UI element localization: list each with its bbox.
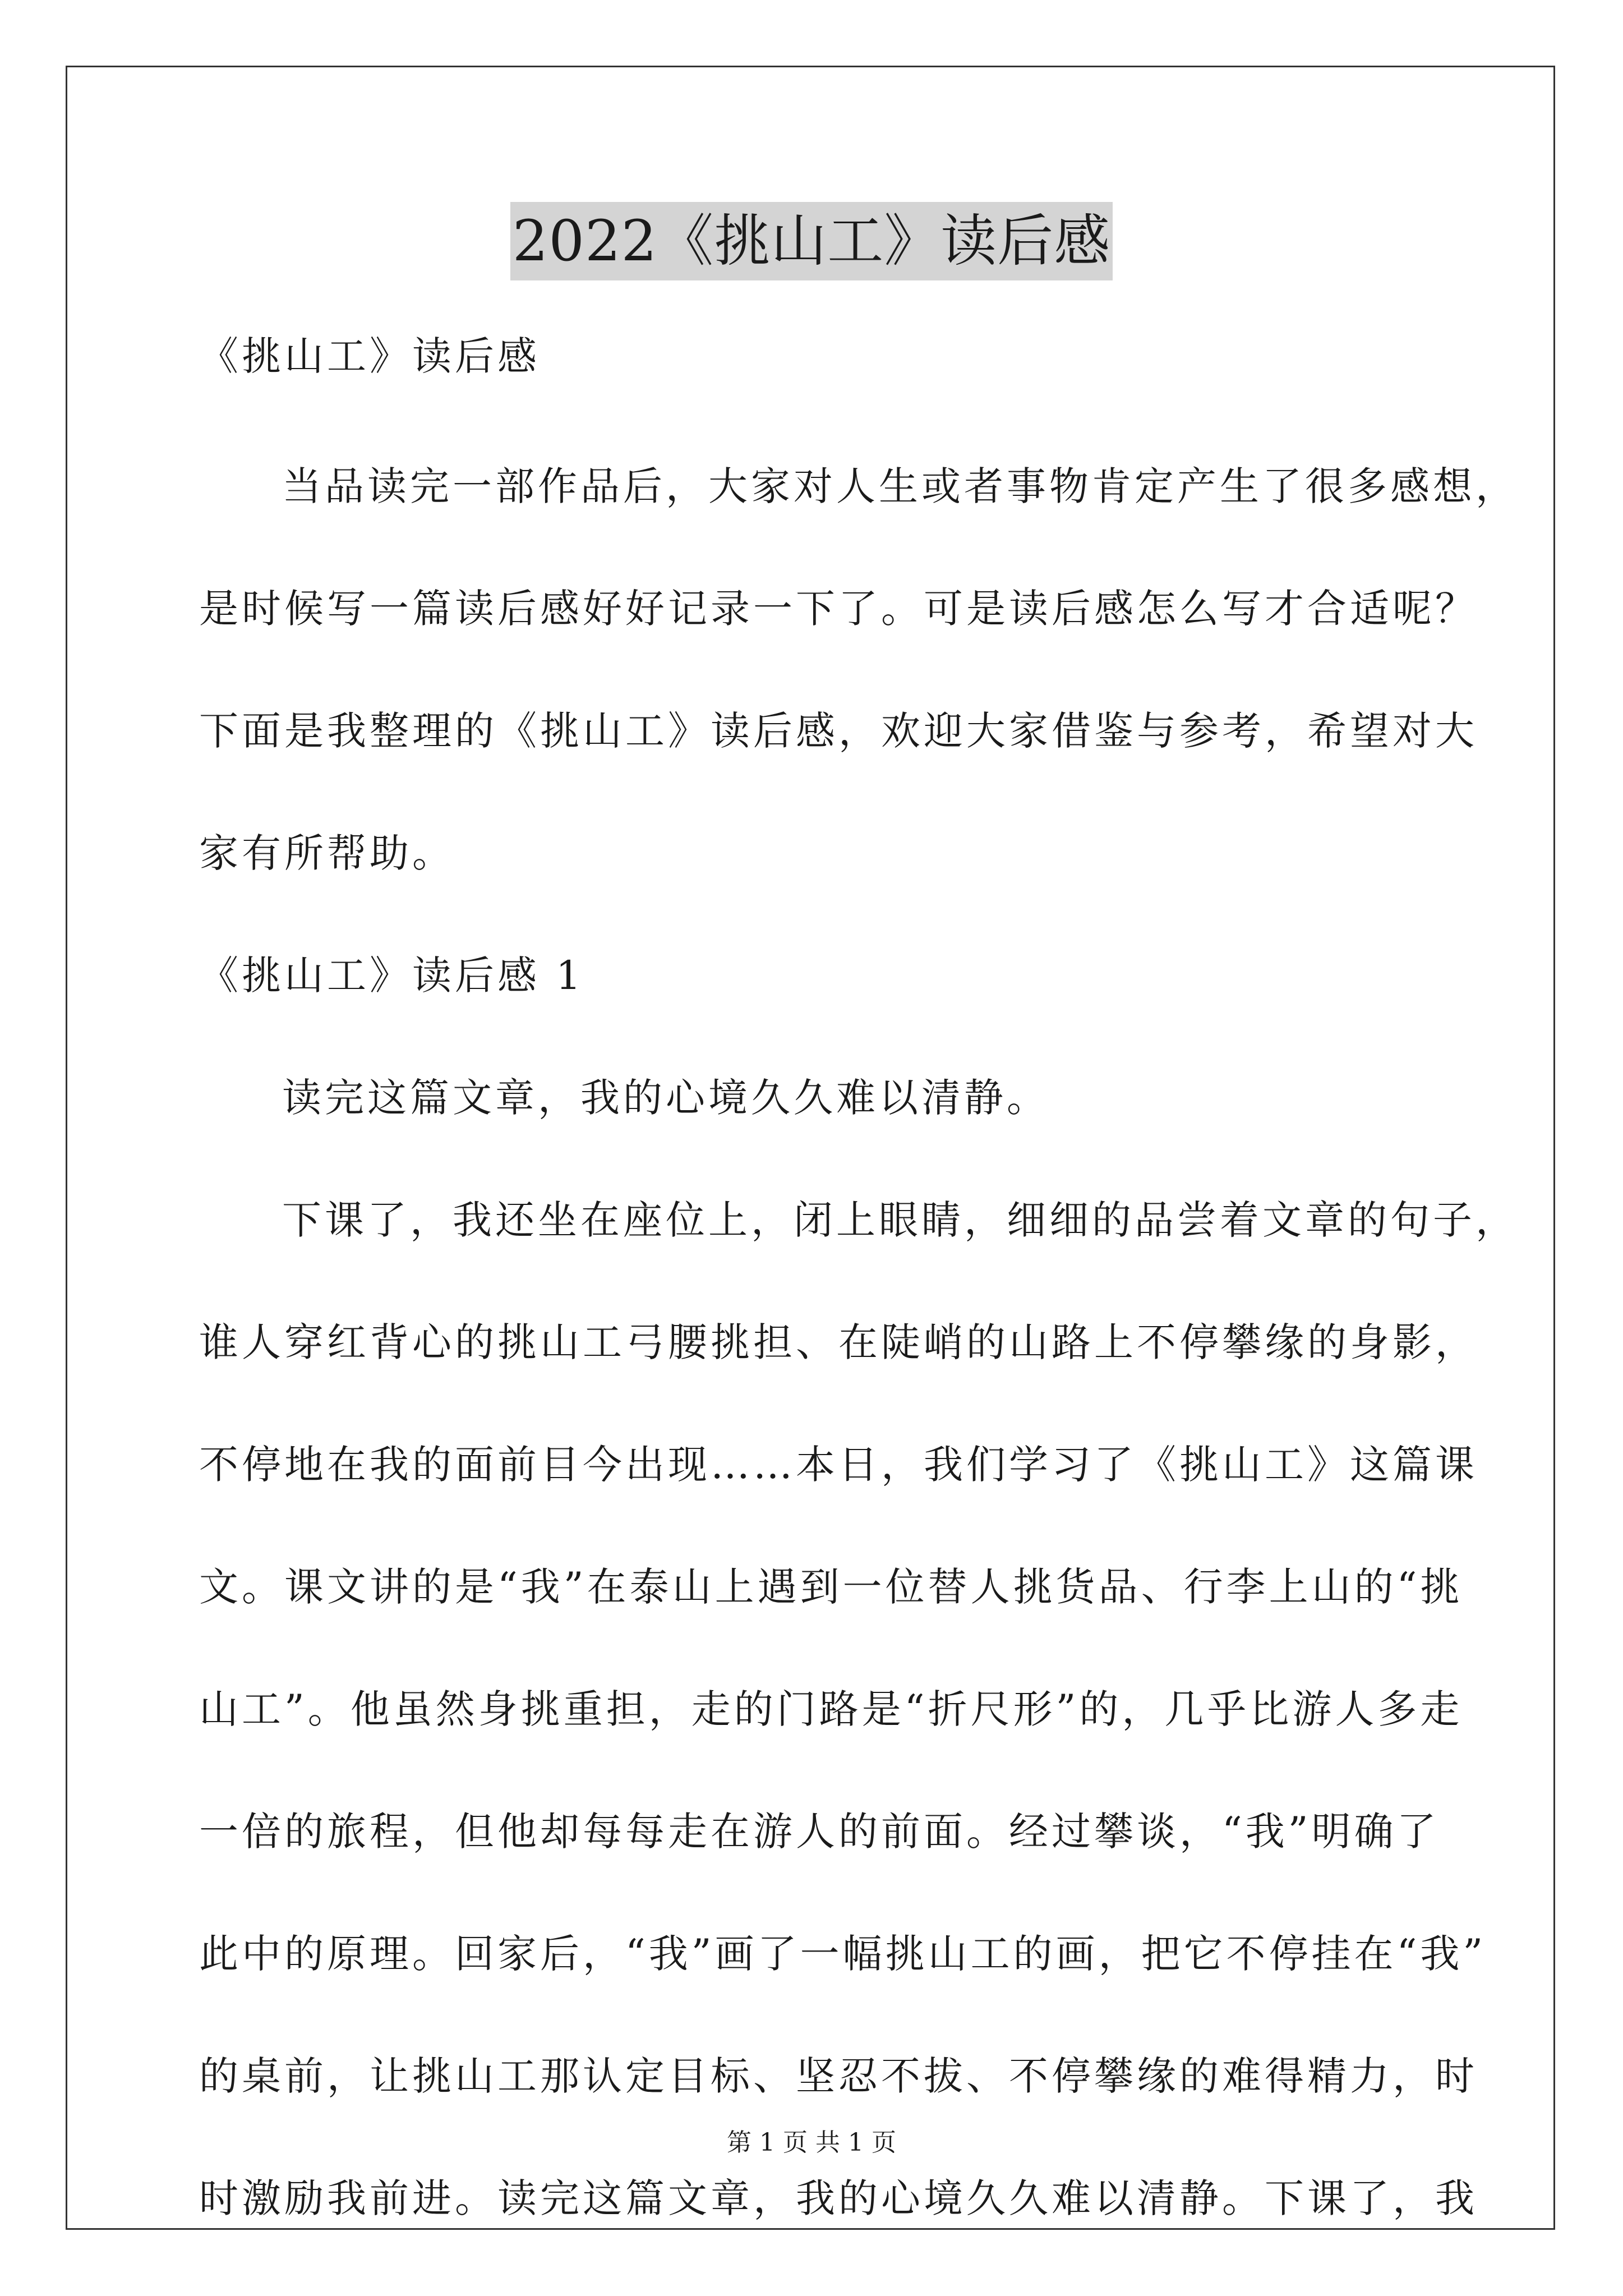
paragraph-line: 谁人穿红背心的挑山工弓腰挑担、在陡峭的山路上不停攀缘的身影，	[199, 1319, 1478, 1365]
paragraph-line: 此中的原理。回家后，“我”画了一幅挑山工的画，把它不停挂在“我”	[199, 1931, 1487, 1977]
paragraph-line: 的桌前，让挑山工那认定目标、坚忍不拔、不停攀缘的难得精力，时	[199, 2053, 1478, 2099]
paragraph-line: 是时候写一篇读后感好好记录一下了。可是读后感怎么写才合适呢？	[199, 586, 1478, 632]
paragraph-line: 当品读完一部作品后，大家对人生或者事物肯定产生了很多感想，	[282, 463, 1518, 509]
paragraph-line: 读完这篇文章，我的心境久久难以清静。	[282, 1075, 1049, 1121]
paragraph-line: 文。课文讲的是“我”在泰山上遇到一位替人挑货品、行李上山的“挑	[199, 1564, 1463, 1610]
paragraph-line: 时激励我前进。读完这篇文章，我的心境久久难以清静。下课了，我	[199, 2175, 1478, 2221]
page-border	[66, 66, 1555, 2230]
section-heading: 《挑山工》读后感 1	[199, 953, 584, 999]
document-title: 2022《挑山工》读后感	[510, 202, 1113, 280]
paragraph-line: 山工”。他虽然身挑重担，走的门路是“折尺形”的，几乎比游人多走	[199, 1686, 1463, 1732]
paragraph-line: 不停地在我的面前目今出现……本日，我们学习了《挑山工》这篇课	[199, 1442, 1478, 1488]
page-footer: 第 1 页 共 1 页	[727, 2128, 896, 2157]
paragraph-line: 一倍的旅程，但他却每每走在游人的前面。经过攀谈，“我”明确了	[199, 1809, 1440, 1855]
paragraph-line: 家有所帮助。	[199, 830, 455, 876]
paragraph-line: 下课了，我还坐在座位上，闭上眼睛，细细的品尝着文章的句子，	[282, 1197, 1518, 1243]
section-heading: 《挑山工》读后感	[199, 333, 540, 379]
paragraph-line: 下面是我整理的《挑山工》读后感，欢迎大家借鉴与参考，希望对大	[199, 708, 1478, 754]
title-container	[0, 202, 1623, 280]
